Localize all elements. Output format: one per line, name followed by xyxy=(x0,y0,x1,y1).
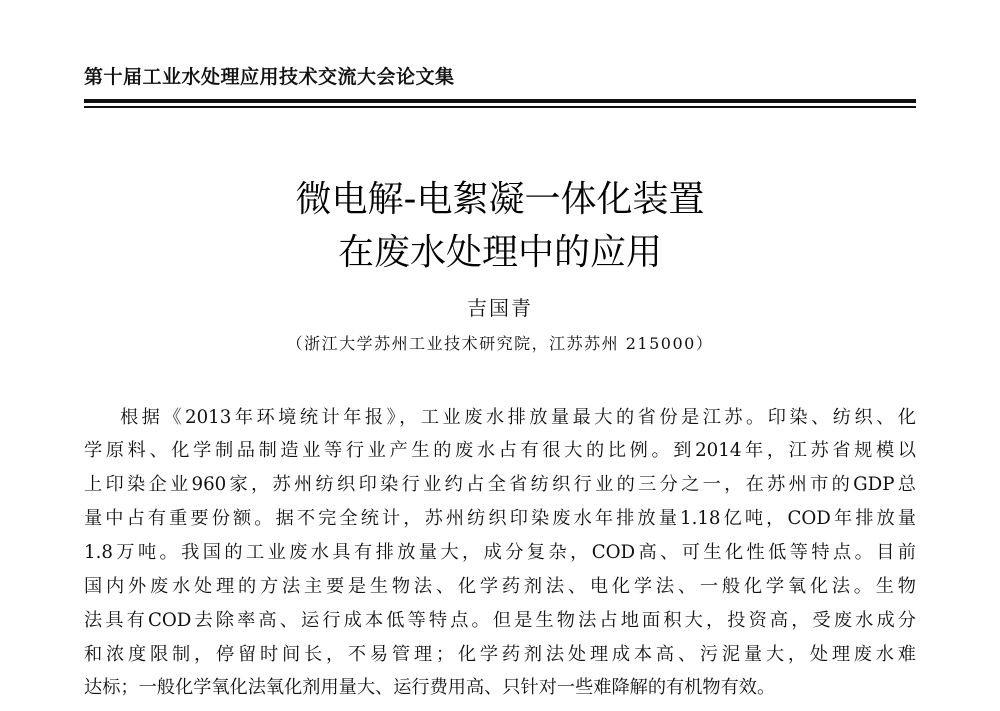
running-header: 第十届工业水处理应用技术交流大会论文集 xyxy=(84,66,455,88)
article-title-line-2: 在废水处理中的应用 xyxy=(337,232,662,273)
author-affiliation: （浙江大学苏州工业技术研究院，江苏苏州 215000） xyxy=(286,334,714,353)
body-line: 量中占有重要份额。据不完全统计，苏州纺织印染废水年排放量1.18亿吨，COD年排放量 xyxy=(84,508,916,529)
body-line: 法具有COD去除率高、运行成本低等特点。但是生物法占地面积大，投资高，受废水成分 xyxy=(84,610,916,631)
header-rule-thin xyxy=(84,106,916,108)
author-name: 吉国青 xyxy=(467,296,533,320)
body-line: 上印染企业960家，苏州纺织印染行业约占全省纺织行业的三分之一，在苏州市的GDP总 xyxy=(84,474,916,495)
article-title-line-1: 微电解-电絮凝一体化装置 xyxy=(295,179,705,220)
body-line: 和浓度限制，停留时间长，不易管理；化学药剂法处理成本高、污泥量大，处理废水难 xyxy=(84,644,916,665)
body-line: 根据《2013年环境统计年报》，工业废水排放量最大的省份是江苏。印染、纺织、化 xyxy=(120,407,916,428)
body-line: 国内外废水处理的方法主要是生物法、化学药剂法、电化学法、一般化学氧化法。生物 xyxy=(84,576,916,597)
header-rule-thick xyxy=(84,99,916,103)
body-line: 学原料、化学制品制造业等行业产生的废水占有很大的比例。到2014年，江苏省规模以 xyxy=(84,440,916,461)
body-line: 1.8万吨。我国的工业废水具有排放量大，成分复杂，COD高、可生化性低等特点。目前 xyxy=(84,542,916,563)
body-line: 达标；一般化学氧化法氧化剂用量大、运行费用高、只针对一些难降解的有机物有效。 xyxy=(84,677,776,698)
